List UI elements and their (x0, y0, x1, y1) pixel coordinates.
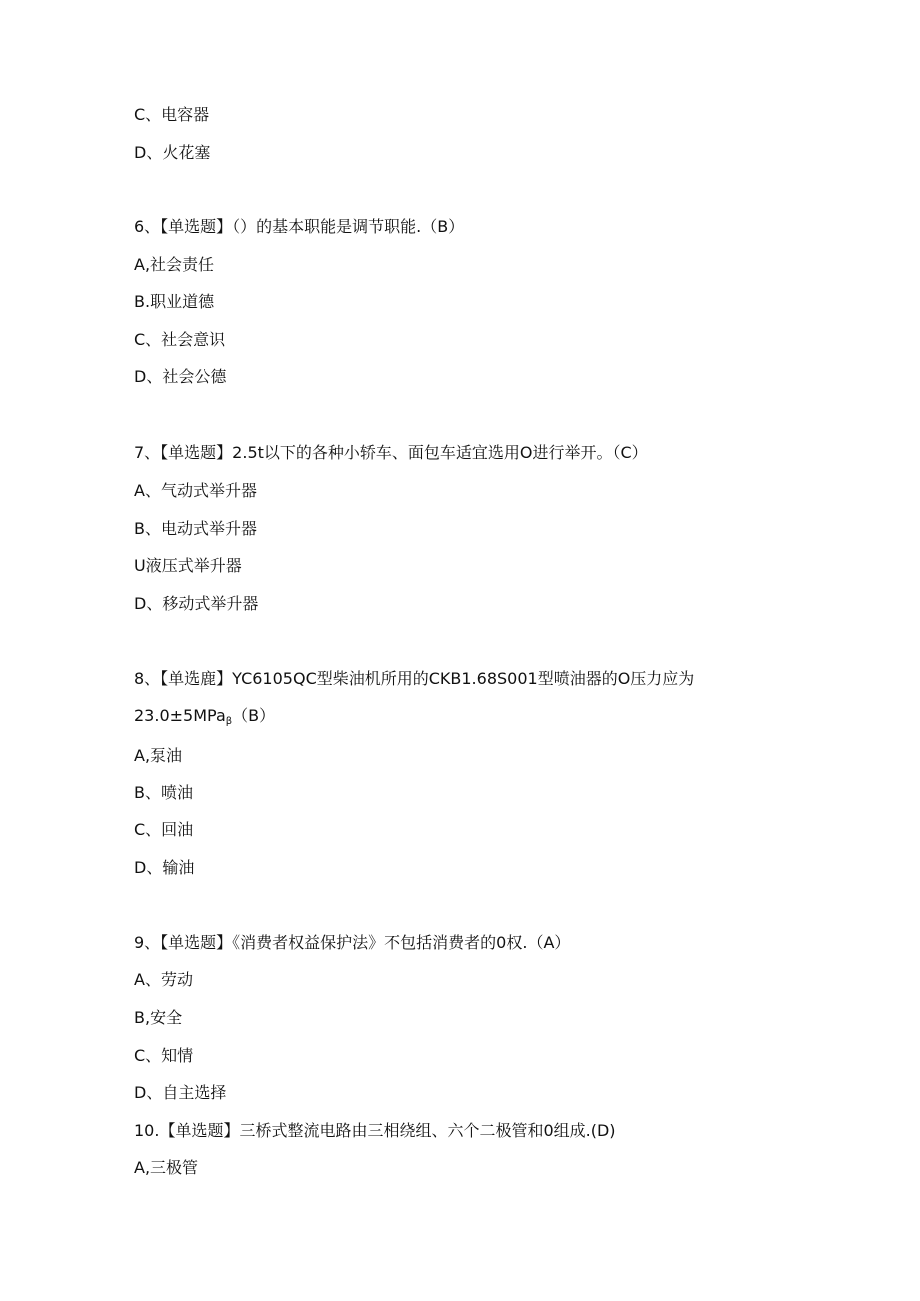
question-8-value: 23.0±5MPa (134, 706, 226, 725)
question-9-option-d: D、自主选择 (134, 1083, 227, 1102)
question-9-option-a: A、劳动 (134, 970, 193, 989)
question-6-stem: 6、【单选题】（）的基本职能是调节职能.（B） (134, 217, 465, 236)
question-9-option-b: B,安全 (134, 1008, 183, 1027)
question-10-stem: 10.【单选题】三桥式整流电路由三相绕组、六个二极管和0组成.(D) (134, 1121, 616, 1140)
question-6-option-d: D、社会公德 (134, 367, 227, 386)
question-10-option-a: A,三极管 (134, 1158, 199, 1177)
question-7-stem: 7、【单选题】2.5t以下的各种小轿车、面包车适宜选用O进行举开。（C） (134, 443, 648, 462)
question-6-option-b: B.职业道德 (134, 292, 215, 311)
question-6-option-c: C、社会意识 (134, 330, 226, 349)
question-6-option-a: A,社会责任 (134, 255, 215, 274)
question-7-option-a: A、气动式举升器 (134, 481, 257, 500)
question-8-option-b: B、喷油 (134, 783, 193, 802)
question-8-answer: （B） (232, 706, 276, 725)
question-8-option-a: A,泵油 (134, 746, 183, 765)
question-7-option-d: D、移动式举升器 (134, 594, 259, 613)
option-d: D、火花塞 (134, 143, 211, 162)
option-c: C、电容器 (134, 105, 210, 124)
question-7-option-b: B、电动式举升器 (134, 519, 257, 538)
question-8-option-d: D、输油 (134, 858, 195, 877)
question-8-option-c: C、回油 (134, 820, 194, 839)
question-9-option-c: C、知情 (134, 1046, 194, 1065)
question-9-stem: 9、【单选题】《消费者权益保护法》不包括消费者的0权.（A） (134, 933, 571, 952)
question-7-option-c: U液压式举升器 (134, 556, 242, 575)
question-8-subscript: β (225, 716, 233, 727)
question-8-stem: 8、【单选鹿】YC6105QC型柴油机所用的CKB1.68S001型喷油器的O压力应为 (134, 669, 695, 688)
question-8-stem-continued (134, 705, 275, 733)
